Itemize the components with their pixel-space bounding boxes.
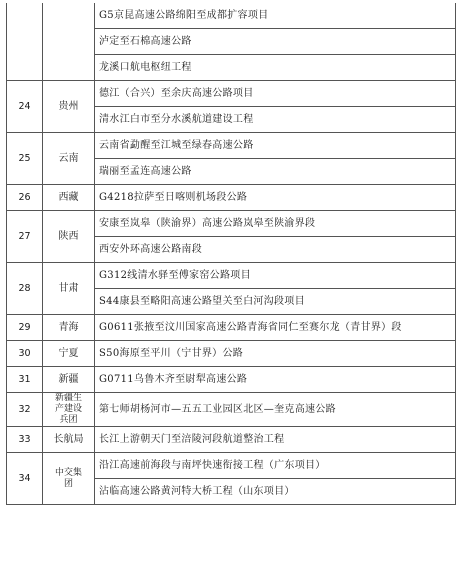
province-cell: 西藏 — [43, 185, 95, 211]
project-table — [6, 3, 456, 505]
project-name: 第七师胡杨河市—五五工业园区北区—奎克高速公路 — [95, 393, 456, 427]
project-name: 德江（合兴）至余庆高速公路项目 — [95, 81, 456, 107]
row-number-cell: 31 — [7, 367, 43, 393]
project-name: G0711乌鲁木齐至尉犁高速公路 — [95, 367, 456, 393]
row-number-cell: 29 — [7, 315, 43, 341]
province-cell: 陕西 — [43, 211, 95, 263]
province-cell: 新疆生产建设兵团 — [43, 393, 95, 427]
row-number-cell: 26 — [7, 185, 43, 211]
province-cell: 宁夏 — [43, 341, 95, 367]
table-row — [7, 263, 456, 289]
project-name: 清水江白市至分水溪航道建设工程 — [95, 107, 456, 133]
project-name: 长江上游朝天门至涪陵河段航道整治工程 — [95, 427, 456, 453]
table-row — [7, 185, 456, 211]
row-number-cell: 25 — [7, 133, 43, 185]
province-cell: 贵州 — [43, 81, 95, 133]
project-name: 沿江高速前海段与南坪快速衔接工程（广东项目） — [95, 453, 456, 479]
province-cell: 长航局 — [43, 427, 95, 453]
project-name: 瑞丽至孟连高速公路 — [95, 159, 456, 185]
row-number-cell: 28 — [7, 263, 43, 315]
project-name: 安康至岚皋（陕渝界）高速公路岚皋至陕渝界段 — [95, 211, 456, 237]
table-row — [7, 367, 456, 393]
table-row — [7, 81, 456, 107]
project-name: 西安外环高速公路南段 — [95, 237, 456, 263]
table-row — [7, 315, 456, 341]
table-row — [7, 211, 456, 237]
project-name: G5京昆高速公路绵阳至成都扩容项目 — [95, 3, 456, 29]
project-name: 沾临高速公路黄河特大桥工程（山东项目） — [95, 479, 456, 505]
table-row — [7, 341, 456, 367]
table-row — [7, 453, 456, 479]
province-cell: 云南 — [43, 133, 95, 185]
province-cell: 青海 — [43, 315, 95, 341]
province-cell: 甘肃 — [43, 263, 95, 315]
project-name: 龙溪口航电枢纽工程 — [95, 55, 456, 81]
province-cell — [43, 3, 95, 81]
row-number-cell: 33 — [7, 427, 43, 453]
table-row — [7, 393, 456, 427]
row-number-cell: 24 — [7, 81, 43, 133]
province-cell: 新疆 — [43, 367, 95, 393]
project-name: 云南省勐醒至江城至绿春高速公路 — [95, 133, 456, 159]
project-name: 泸定至石棉高速公路 — [95, 29, 456, 55]
project-table-body — [7, 3, 456, 505]
project-name: G312线清水驿至傅家窑公路项目 — [95, 263, 456, 289]
row-number-cell — [7, 3, 43, 81]
table-row — [7, 3, 456, 29]
row-number-cell: 34 — [7, 453, 43, 505]
table-row — [7, 133, 456, 159]
table-row — [7, 427, 456, 453]
project-name: G0611张掖至汶川国家高速公路青海省同仁至赛尔龙（青甘界）段 — [95, 315, 456, 341]
row-number-cell: 32 — [7, 393, 43, 427]
project-name: S50海原至平川（宁甘界）公路 — [95, 341, 456, 367]
row-number-cell: 30 — [7, 341, 43, 367]
row-number-cell: 27 — [7, 211, 43, 263]
province-cell: 中交集团 — [43, 453, 95, 505]
project-name: G4218拉萨至日喀则机场段公路 — [95, 185, 456, 211]
project-name: S44康县至略阳高速公路望关至白河沟段项目 — [95, 289, 456, 315]
